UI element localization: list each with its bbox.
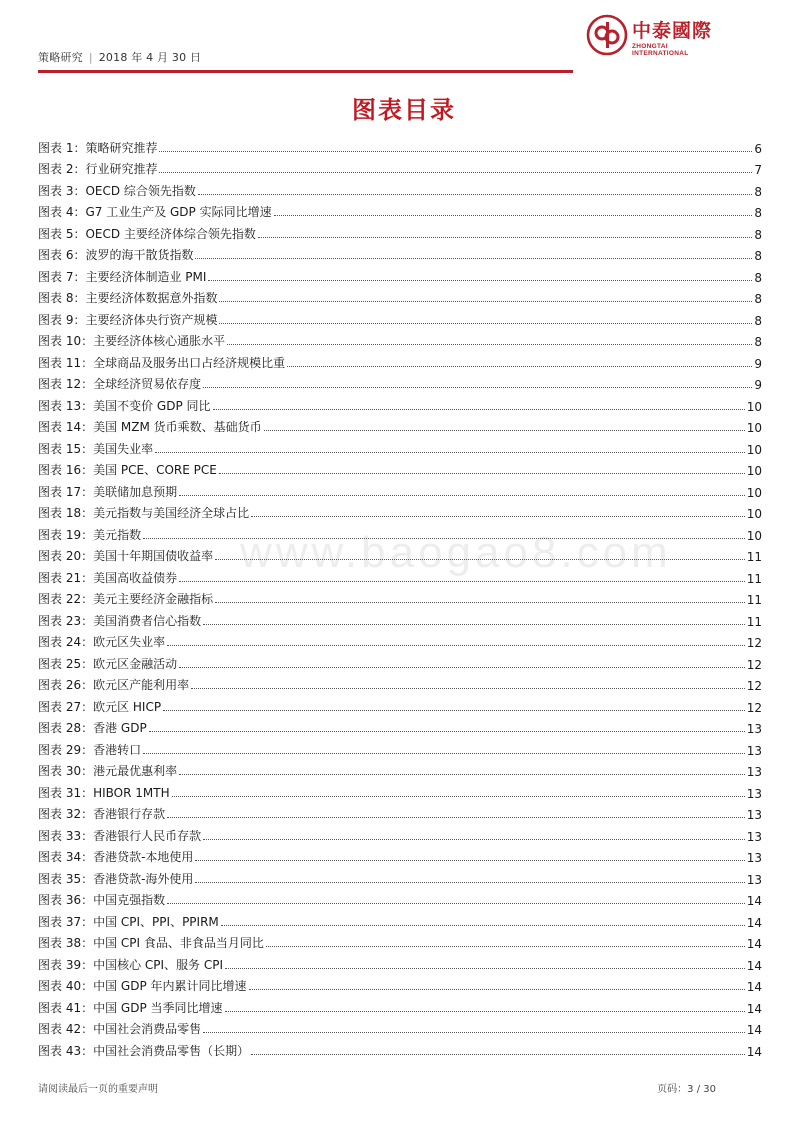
toc-entry-label: 图表 8：主要经济体数据意外指数 — [38, 291, 218, 305]
footer-page-number: 页码：3 / 30 — [657, 1084, 716, 1095]
toc-leader-dots — [251, 1054, 745, 1055]
toc-leader-dots — [219, 323, 752, 324]
toc-entry-label: 图表 3：OECD 综合领先指数 — [38, 183, 196, 198]
toc-entry-label: 图表 24：欧元区失业率 — [38, 635, 166, 649]
toc-entry-label: 图表 43：中国社会消费品零售（长期） — [38, 1043, 250, 1058]
header-section: 策略研究 — [38, 51, 83, 64]
toc-entry[interactable] — [38, 586, 762, 608]
toc-entry-page: 8 — [754, 292, 762, 306]
watermark: www.baogao8.com — [240, 528, 672, 577]
toc-entry-label: 图表 28：香港 GDP — [38, 721, 147, 735]
toc-entry-label: 图表 26：欧元区产能利用率 — [38, 678, 190, 692]
toc-leader-dots — [249, 989, 745, 990]
toc-entry-label: 图表 20：美国十年期国债收益率 — [38, 549, 214, 563]
toc-entry[interactable] — [38, 435, 762, 457]
toc-leader-dots — [215, 602, 745, 603]
logo-text-cn: 中泰國際 — [632, 20, 713, 42]
toc-entry-page: 14 — [746, 1001, 762, 1016]
toc-leader-dots — [191, 688, 745, 689]
toc-entry-page: 13 — [746, 872, 762, 887]
toc-entry-page: 6 — [754, 141, 762, 156]
toc-entry-page: 8 — [754, 313, 762, 328]
toc-entry[interactable] — [38, 478, 762, 500]
toc-entry[interactable] — [38, 930, 762, 952]
toc-entry-page: 11 — [746, 593, 762, 607]
toc-leader-dots — [167, 903, 745, 904]
toc-entry[interactable] — [38, 887, 762, 909]
logo-mark-icon — [586, 14, 628, 56]
toc-leader-dots — [149, 731, 745, 732]
toc-leader-dots — [167, 645, 745, 646]
toc-leader-dots — [195, 882, 744, 883]
header-meta — [38, 49, 201, 65]
toc-entry-page: 14 — [746, 894, 762, 908]
toc-entry[interactable] — [38, 134, 762, 156]
toc-entry-label: 图表 5：OECD 主要经济体综合领先指数 — [38, 226, 256, 241]
toc-entry-page: 11 — [746, 550, 762, 564]
toc-entry-page: 8 — [754, 227, 762, 242]
toc-leader-dots — [208, 280, 752, 281]
toc-leader-dots — [213, 409, 745, 410]
toc-leader-dots — [258, 237, 752, 238]
toc-leader-dots — [159, 151, 752, 152]
toc-entry[interactable] — [38, 607, 762, 629]
toc-entry-page: 10 — [746, 485, 762, 500]
toc-leader-dots — [221, 925, 745, 926]
toc-entry-page: 12 — [746, 657, 762, 672]
toc-entry-page: 13 — [746, 765, 762, 779]
toc-entry[interactable] — [38, 263, 762, 285]
toc-entry[interactable] — [38, 500, 762, 522]
toc-leader-dots — [203, 1032, 745, 1033]
toc-entry-page: 14 — [746, 958, 762, 973]
toc-entry[interactable] — [38, 908, 762, 930]
toc-leader-dots — [179, 495, 745, 496]
toc-entry-page: 14 — [746, 937, 762, 951]
toc-leader-dots — [195, 258, 752, 259]
toc-entry[interactable] — [38, 242, 762, 264]
toc-entry[interactable] — [38, 994, 762, 1016]
toc-entry-label: 图表 9：主要经济体央行资产规模 — [38, 312, 218, 327]
toc-entry[interactable] — [38, 306, 762, 328]
toc-leader-dots — [195, 860, 744, 861]
toc-entry-page: 11 — [746, 571, 762, 586]
toc-leader-dots — [143, 753, 745, 754]
header-separator: | — [88, 51, 93, 64]
toc-entry-page: 8 — [754, 184, 762, 199]
toc-entry-label: 图表 23：美国消费者信心指数 — [38, 613, 202, 628]
logo-text-en: ZHONGTAI INTERNATIONAL — [632, 43, 689, 57]
toc-leader-dots — [167, 817, 745, 818]
toc-entry[interactable] — [38, 564, 762, 586]
toc-entry[interactable] — [38, 220, 762, 242]
toc-entry-label: 图表 11：全球商品及服务出口占经济规模比重 — [38, 355, 286, 370]
toc-leader-dots — [179, 581, 745, 582]
toc-leader-dots — [143, 538, 745, 539]
toc-leader-dots — [225, 1011, 745, 1012]
toc-leader-dots — [155, 452, 745, 453]
toc-leader-dots — [179, 774, 745, 775]
toc-entry-page: 13 — [746, 743, 762, 758]
toc-entry[interactable] — [38, 844, 762, 866]
toc-entry[interactable] — [38, 349, 762, 371]
toc-entry-page: 11 — [746, 614, 762, 629]
toc-entry-label: 图表 7：主要经济体制造业 PMI — [38, 269, 207, 284]
toc-entry-label: 图表 29：香港转口 — [38, 742, 142, 757]
toc-entry[interactable] — [38, 629, 762, 651]
toc-entry-label: 图表 25：欧元区金融活动 — [38, 656, 178, 671]
toc-entry-page: 14 — [746, 980, 762, 994]
toc-entry-label: 图表 33：香港银行人民币存款 — [38, 828, 202, 843]
toc-entry[interactable] — [38, 865, 762, 887]
toc-entry-page: 13 — [746, 851, 762, 865]
toc-entry-label: 图表 40：中国 GDP 年内累计同比增速 — [38, 979, 247, 993]
header-divider — [38, 70, 573, 73]
toc-leader-dots — [287, 366, 752, 367]
toc-leader-dots — [219, 473, 745, 474]
toc-entry-page: 9 — [754, 356, 762, 371]
toc-entry-label: 图表 38：中国 CPI 食品、非食品当月同比 — [38, 936, 264, 950]
toc-entry-label: 图表 42：中国社会消费品零售 — [38, 1022, 202, 1036]
toc-entry[interactable] — [38, 414, 762, 436]
toc-entry[interactable] — [38, 801, 762, 823]
toc-entry-page: 12 — [746, 700, 762, 715]
toc-leader-dots — [163, 710, 745, 711]
toc-entry-page: 10 — [746, 442, 762, 457]
toc-entry[interactable] — [38, 672, 762, 694]
toc-entry-page: 10 — [746, 399, 762, 414]
toc-title: 图表目录 — [352, 96, 456, 124]
toc-entry-label: 图表 32：香港银行存款 — [38, 807, 166, 821]
toc-entry-label: 图表 14：美国 MZM 货币乘数、基础货币 — [38, 420, 262, 434]
toc-entry-label: 图表 27：欧元区 HICP — [38, 699, 162, 714]
toc-leader-dots — [159, 172, 752, 173]
toc-entry-label: 图表 1：策略研究推荐 — [38, 140, 158, 155]
toc-entry[interactable] — [38, 392, 762, 414]
toc-leader-dots — [274, 215, 753, 216]
toc-entry[interactable] — [38, 951, 762, 973]
toc-entry[interactable] — [38, 736, 762, 758]
toc-entry-label: 图表 22：美元主要经济金融指标 — [38, 592, 214, 606]
toc-leader-dots — [251, 516, 745, 517]
toc-entry-label: 图表 6：波罗的海干散货指数 — [38, 248, 194, 262]
toc-entry-label: 图表 37：中国 CPI、PPI、PPIRM — [38, 914, 219, 929]
toc-entry-label: 图表 21：美国高收益债券 — [38, 570, 178, 585]
toc-entry-label: 图表 15：美国失业率 — [38, 441, 154, 456]
header-date: 2018 年 4 月 30 日 — [98, 51, 202, 64]
toc-leader-dots — [198, 194, 752, 195]
toc-entry-page: 10 — [746, 464, 762, 478]
toc-entry-label: 图表 2：行业研究推荐 — [38, 162, 158, 176]
toc-entry[interactable] — [38, 650, 762, 672]
toc-entry-page: 13 — [746, 829, 762, 844]
toc-entry-page: 12 — [746, 636, 762, 650]
toc-entry-page: 10 — [746, 507, 762, 521]
toc-entry-page: 7 — [754, 163, 762, 177]
toc-entry-label: 图表 31：HIBOR 1MTH — [38, 785, 170, 800]
toc-entry[interactable] — [38, 285, 762, 307]
toc-entry[interactable] — [38, 328, 762, 350]
toc-entry-label: 图表 19：美元指数 — [38, 527, 142, 542]
toc-leader-dots — [203, 387, 752, 388]
toc-entry-label: 图表 18：美元指数与美国经济全球占比 — [38, 506, 250, 520]
toc-entry-label: 图表 30：港元最优惠利率 — [38, 764, 178, 778]
toc-entry-label: 图表 41：中国 GDP 当季同比增速 — [38, 1000, 223, 1015]
toc-leader-dots — [203, 839, 745, 840]
toc-entry-page: 8 — [754, 270, 762, 285]
toc-entry-page: 10 — [746, 421, 762, 435]
toc-entry-page: 13 — [746, 808, 762, 822]
toc-entry-page: 14 — [746, 1023, 762, 1037]
toc-entry-label: 图表 4：G7 工业生产及 GDP 实际同比增速 — [38, 205, 272, 219]
toc-entry-label: 图表 35：香港贷款-海外使用 — [38, 871, 194, 886]
toc-leader-dots — [225, 968, 745, 969]
toc-entry[interactable] — [38, 779, 762, 801]
toc-entry-label: 图表 17：美联储加息预期 — [38, 484, 178, 499]
toc-entry[interactable] — [38, 973, 762, 995]
toc-entry-label: 图表 13：美国不变价 GDP 同比 — [38, 398, 211, 413]
toc-entry-label: 图表 12：全球经济贸易依存度 — [38, 377, 202, 391]
toc-entry[interactable] — [38, 457, 762, 479]
toc-entry-page: 13 — [746, 722, 762, 736]
toc-leader-dots — [219, 301, 752, 302]
toc-entry-page: 12 — [746, 679, 762, 693]
toc-entry-label: 图表 16：美国 PCE、CORE PCE — [38, 463, 217, 477]
toc-entry[interactable] — [38, 693, 762, 715]
toc-entry-page: 8 — [754, 335, 762, 349]
toc-entry[interactable] — [38, 521, 762, 543]
toc-leader-dots — [172, 796, 745, 797]
toc-leader-dots — [203, 624, 745, 625]
toc-entry[interactable] — [38, 758, 762, 780]
toc-entry[interactable] — [38, 371, 762, 393]
toc-entry[interactable] — [38, 1037, 762, 1059]
toc-entry-page: 14 — [746, 915, 762, 930]
toc-entry-label: 图表 39：中国核心 CPI、服务 CPI — [38, 957, 224, 972]
toc-entry-page: 9 — [754, 378, 762, 392]
toc-entry-page: 8 — [754, 249, 762, 263]
toc-entry-label: 图表 10：主要经济体核心通胀水平 — [38, 334, 226, 348]
toc-leader-dots — [264, 430, 745, 431]
toc-leader-dots — [227, 344, 752, 345]
toc-entry-label: 图表 36：中国克强指数 — [38, 893, 166, 907]
toc-entry[interactable] — [38, 822, 762, 844]
toc-entry[interactable] — [38, 156, 762, 178]
toc-entry[interactable] — [38, 543, 762, 565]
toc-entry-page: 8 — [754, 206, 762, 220]
toc-leader-dots — [266, 946, 745, 947]
toc-entry-page: 10 — [746, 528, 762, 543]
toc-entry[interactable] — [38, 1016, 762, 1038]
toc-entry-label: 图表 34：香港贷款-本地使用 — [38, 850, 194, 864]
toc-entry[interactable] — [38, 715, 762, 737]
toc-list — [38, 134, 762, 1059]
company-logo — [586, 14, 726, 58]
toc-leader-dots — [215, 559, 745, 560]
footer-disclaimer: 请阅读最后一页的重要声明 — [38, 1084, 158, 1095]
toc-entry-page: 13 — [746, 786, 762, 801]
toc-entry-page: 14 — [746, 1044, 762, 1059]
toc-entry[interactable] — [38, 199, 762, 221]
toc-entry[interactable] — [38, 177, 762, 199]
toc-leader-dots — [179, 667, 745, 668]
